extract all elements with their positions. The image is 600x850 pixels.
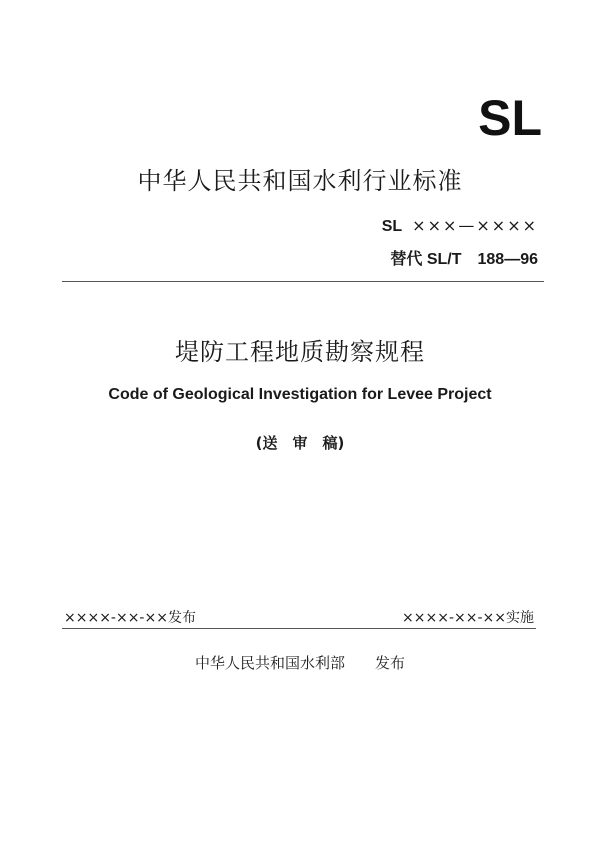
top-divider <box>62 281 544 282</box>
standard-number-placeholder: ×××—×××× <box>412 216 538 235</box>
standard-number <box>382 216 538 237</box>
implement-date: ××××-××-××实施 <box>402 610 534 626</box>
draft-status: (送 审 稿) <box>255 434 345 452</box>
publisher-name: 中华人民共和国水利部 <box>194 654 345 672</box>
sl-logo: SL <box>478 90 542 146</box>
publish-label: 发布 <box>375 654 406 672</box>
issue-date: ××××-××-××发布 <box>64 610 196 626</box>
replaces-standard: 替代 SL/T 188—96 <box>390 251 538 268</box>
document-title-cn: 堤防工程地质勘察规程 <box>175 338 425 366</box>
standard-code: SL <box>381 218 403 235</box>
document-title-en: Code of Geological Investigation for Levee Project <box>108 386 492 403</box>
date-row <box>64 608 534 628</box>
bottom-divider <box>62 628 536 629</box>
publisher-row <box>0 652 600 674</box>
industry-standard-title: 中华人民共和国水利行业标准 <box>137 167 463 195</box>
